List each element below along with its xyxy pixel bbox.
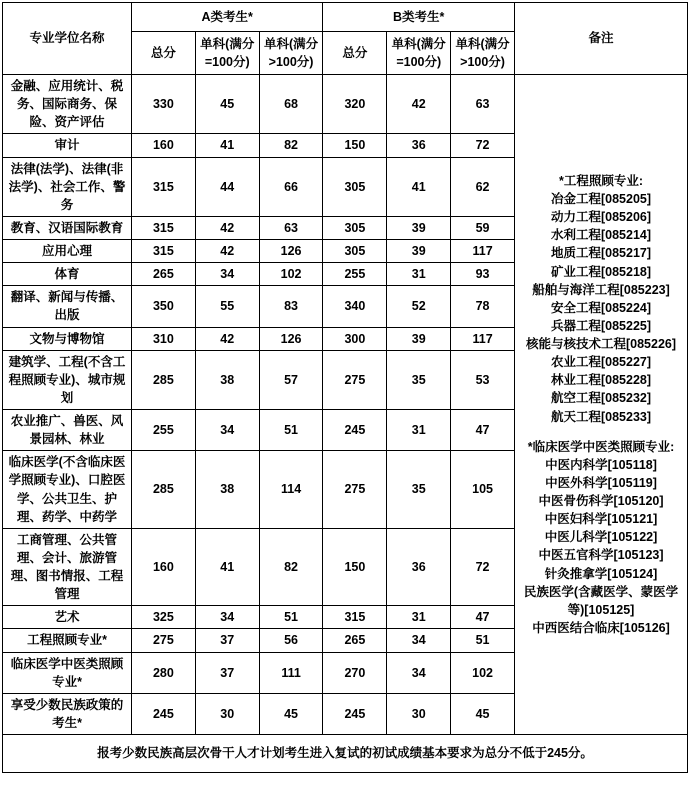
row-a-single-gt: 82 xyxy=(259,134,323,157)
row-b-total: 265 xyxy=(323,629,387,652)
row-b-single-eq: 41 xyxy=(387,157,451,216)
row-a-single-gt: 63 xyxy=(259,216,323,239)
header-b-total: 总分 xyxy=(323,32,387,75)
row-major-name: 工程照顾专业* xyxy=(3,629,132,652)
row-a-single-eq: 45 xyxy=(195,75,259,134)
row-b-single-eq: 52 xyxy=(387,286,451,327)
remark-group1-item: 航空工程[085232] xyxy=(550,391,652,406)
remark-group2-item: 中医外科学[105119] xyxy=(545,475,657,490)
row-a-single-gt: 102 xyxy=(259,263,323,286)
remark-group2-item: 中医五官科学[105123] xyxy=(538,548,664,563)
row-a-single-eq: 42 xyxy=(195,216,259,239)
remark-group1-item: 地质工程[085217] xyxy=(550,246,652,261)
row-major-name: 工商管理、公共管理、会计、旅游管理、图书情报、工程管理 xyxy=(3,528,132,606)
remark-group2-item: 中医儿科学[105122] xyxy=(544,530,658,545)
row-a-total: 315 xyxy=(132,240,196,263)
header-b-single-gt: 单科(满分>100分) xyxy=(451,32,515,75)
remark-group2-item: 民族医学(含藏医学、蒙医学等)[105125] xyxy=(523,584,679,617)
remark-group2-item: 中西医结合临床[105126] xyxy=(532,620,670,635)
row-b-total: 305 xyxy=(323,157,387,216)
row-a-single-gt: 56 xyxy=(259,629,323,652)
row-b-single-gt: 45 xyxy=(451,693,515,734)
row-b-total: 275 xyxy=(323,350,387,409)
header-a-single-eq: 单科(满分=100分) xyxy=(195,32,259,75)
remark-group2-item: 中医内科学[105118] xyxy=(545,457,657,472)
remark-spacer xyxy=(518,426,684,438)
row-a-total: 315 xyxy=(132,157,196,216)
row-b-total: 305 xyxy=(323,240,387,263)
row-b-single-gt: 72 xyxy=(451,528,515,606)
remark-group1-item: 矿业工程[085218] xyxy=(550,264,652,279)
row-a-single-gt: 126 xyxy=(259,327,323,350)
row-b-single-eq: 39 xyxy=(387,216,451,239)
row-a-single-eq: 41 xyxy=(195,528,259,606)
row-major-name: 享受少数民族政策的考生* xyxy=(3,693,132,734)
header-a-total: 总分 xyxy=(132,32,196,75)
row-major-name: 艺术 xyxy=(3,606,132,629)
row-b-single-eq: 36 xyxy=(387,134,451,157)
row-a-single-gt: 126 xyxy=(259,240,323,263)
row-b-total: 150 xyxy=(323,134,387,157)
row-b-single-eq: 31 xyxy=(387,606,451,629)
row-b-single-gt: 47 xyxy=(451,410,515,451)
row-b-single-gt: 62 xyxy=(451,157,515,216)
row-a-single-eq: 34 xyxy=(195,410,259,451)
header-row-group xyxy=(3,3,688,32)
remark-group1-item: 动力工程[085206] xyxy=(550,210,652,225)
row-a-single-eq: 30 xyxy=(195,693,259,734)
row-b-total: 300 xyxy=(323,327,387,350)
row-major-name: 文物与博物馆 xyxy=(3,327,132,350)
remark-group1-item: 船舶与海洋工程[085223] xyxy=(532,282,670,297)
remark-cell xyxy=(515,75,688,735)
remark-group1-item: 核能与核技术工程[085226] xyxy=(525,337,677,352)
row-b-total: 305 xyxy=(323,216,387,239)
header-remark: 备注 xyxy=(515,3,688,75)
remark-group2-title: *临床医学中医类照顾专业: xyxy=(527,439,675,454)
header-group-a: A类考生* xyxy=(132,3,323,32)
remark-group1-item: 兵器工程[085225] xyxy=(550,318,652,333)
row-a-total: 160 xyxy=(132,134,196,157)
row-major-name: 教育、汉语国际教育 xyxy=(3,216,132,239)
row-major-name: 体育 xyxy=(3,263,132,286)
row-b-single-gt: 51 xyxy=(451,629,515,652)
row-major-name: 农业推广、兽医、风景园林、林业 xyxy=(3,410,132,451)
row-b-total: 150 xyxy=(323,528,387,606)
row-b-single-eq: 34 xyxy=(387,629,451,652)
row-a-total: 330 xyxy=(132,75,196,134)
row-major-name: 金融、应用统计、税务、国际商务、保险、资产评估 xyxy=(3,75,132,134)
row-a-single-eq: 34 xyxy=(195,606,259,629)
score-requirements-page xyxy=(0,2,690,811)
row-major-name: 审计 xyxy=(3,134,132,157)
row-major-name: 翻译、新闻与传播、出版 xyxy=(3,286,132,327)
row-a-single-eq: 44 xyxy=(195,157,259,216)
remark-group1-item: 林业工程[085228] xyxy=(550,373,652,388)
row-b-single-gt: 102 xyxy=(451,652,515,693)
row-a-single-eq: 38 xyxy=(195,350,259,409)
score-table xyxy=(2,2,688,735)
remark-group1-item: 水利工程[085214] xyxy=(550,228,652,243)
remark-group1-item: 冶金工程[085205] xyxy=(550,192,652,207)
header-a-single-gt: 单科(满分>100分) xyxy=(259,32,323,75)
row-b-total: 320 xyxy=(323,75,387,134)
row-major-name: 临床医学中医类照顾专业* xyxy=(3,652,132,693)
row-a-total: 350 xyxy=(132,286,196,327)
row-a-single-eq: 37 xyxy=(195,629,259,652)
row-a-total: 160 xyxy=(132,528,196,606)
footnote: 报考少数民族高层次骨干人才计划考生进入复试的初试成绩基本要求为总分不低于245分。 xyxy=(2,735,688,773)
row-a-total: 265 xyxy=(132,263,196,286)
remark-group1-item: 安全工程[085224] xyxy=(550,300,652,315)
row-a-total: 275 xyxy=(132,629,196,652)
remark-group2-item: 针灸推拿学[105124] xyxy=(544,566,658,581)
row-a-total: 315 xyxy=(132,216,196,239)
row-b-total: 275 xyxy=(323,451,387,529)
header-group-b: B类考生* xyxy=(323,3,515,32)
remark-group1-item: 航天工程[085233] xyxy=(550,409,652,424)
row-b-total: 340 xyxy=(323,286,387,327)
row-a-total: 255 xyxy=(132,410,196,451)
row-a-total: 285 xyxy=(132,451,196,529)
row-b-single-eq: 36 xyxy=(387,528,451,606)
row-a-single-eq: 55 xyxy=(195,286,259,327)
row-b-total: 245 xyxy=(323,410,387,451)
row-b-single-gt: 117 xyxy=(451,327,515,350)
row-a-single-gt: 82 xyxy=(259,528,323,606)
row-a-single-eq: 38 xyxy=(195,451,259,529)
row-b-single-gt: 93 xyxy=(451,263,515,286)
row-b-total: 255 xyxy=(323,263,387,286)
row-b-single-gt: 59 xyxy=(451,216,515,239)
row-b-single-eq: 42 xyxy=(387,75,451,134)
row-b-total: 270 xyxy=(323,652,387,693)
row-b-single-gt: 63 xyxy=(451,75,515,134)
row-a-total: 325 xyxy=(132,606,196,629)
row-b-total: 245 xyxy=(323,693,387,734)
row-a-single-eq: 42 xyxy=(195,327,259,350)
row-b-single-eq: 39 xyxy=(387,240,451,263)
remark-group2-item: 中医骨伤科学[105120] xyxy=(538,494,664,509)
row-major-name: 临床医学(不含临床医学照顾专业)、口腔医学、公共卫生、护理、药学、中药学 xyxy=(3,451,132,529)
row-a-total: 285 xyxy=(132,350,196,409)
header-major-name: 专业学位名称 xyxy=(3,3,132,75)
row-a-single-gt: 66 xyxy=(259,157,323,216)
row-a-single-eq: 37 xyxy=(195,652,259,693)
table-header xyxy=(3,3,688,75)
row-b-single-eq: 31 xyxy=(387,410,451,451)
row-a-single-eq: 42 xyxy=(195,240,259,263)
table-row xyxy=(3,75,688,134)
row-a-single-gt: 51 xyxy=(259,410,323,451)
row-b-single-eq: 34 xyxy=(387,652,451,693)
row-b-single-gt: 117 xyxy=(451,240,515,263)
row-a-single-gt: 51 xyxy=(259,606,323,629)
row-b-single-gt: 53 xyxy=(451,350,515,409)
row-b-single-eq: 31 xyxy=(387,263,451,286)
row-b-single-eq: 35 xyxy=(387,350,451,409)
row-a-total: 245 xyxy=(132,693,196,734)
row-a-total: 310 xyxy=(132,327,196,350)
row-a-single-gt: 45 xyxy=(259,693,323,734)
table-body xyxy=(3,75,688,735)
remark-group2-item: 中医妇科学[105121] xyxy=(544,512,658,527)
row-b-total: 315 xyxy=(323,606,387,629)
row-a-single-eq: 41 xyxy=(195,134,259,157)
row-a-single-gt: 111 xyxy=(259,652,323,693)
row-b-single-gt: 78 xyxy=(451,286,515,327)
row-a-single-gt: 114 xyxy=(259,451,323,529)
row-b-single-eq: 35 xyxy=(387,451,451,529)
row-b-single-eq: 39 xyxy=(387,327,451,350)
row-b-single-gt: 72 xyxy=(451,134,515,157)
row-a-single-gt: 83 xyxy=(259,286,323,327)
remark-content xyxy=(518,172,684,637)
row-major-name: 应用心理 xyxy=(3,240,132,263)
remark-group1-title: *工程照顾专业: xyxy=(558,173,644,188)
remark-group1-item: 农业工程[085227] xyxy=(550,355,652,370)
row-major-name: 法律(法学)、法律(非法学)、社会工作、警务 xyxy=(3,157,132,216)
row-a-single-eq: 34 xyxy=(195,263,259,286)
row-b-single-gt: 47 xyxy=(451,606,515,629)
row-b-single-gt: 105 xyxy=(451,451,515,529)
header-b-single-eq: 单科(满分=100分) xyxy=(387,32,451,75)
row-major-name: 建筑学、工程(不含工程照顾专业)、城市规划 xyxy=(3,350,132,409)
row-a-total: 280 xyxy=(132,652,196,693)
row-b-single-eq: 30 xyxy=(387,693,451,734)
row-a-single-gt: 57 xyxy=(259,350,323,409)
row-a-single-gt: 68 xyxy=(259,75,323,134)
